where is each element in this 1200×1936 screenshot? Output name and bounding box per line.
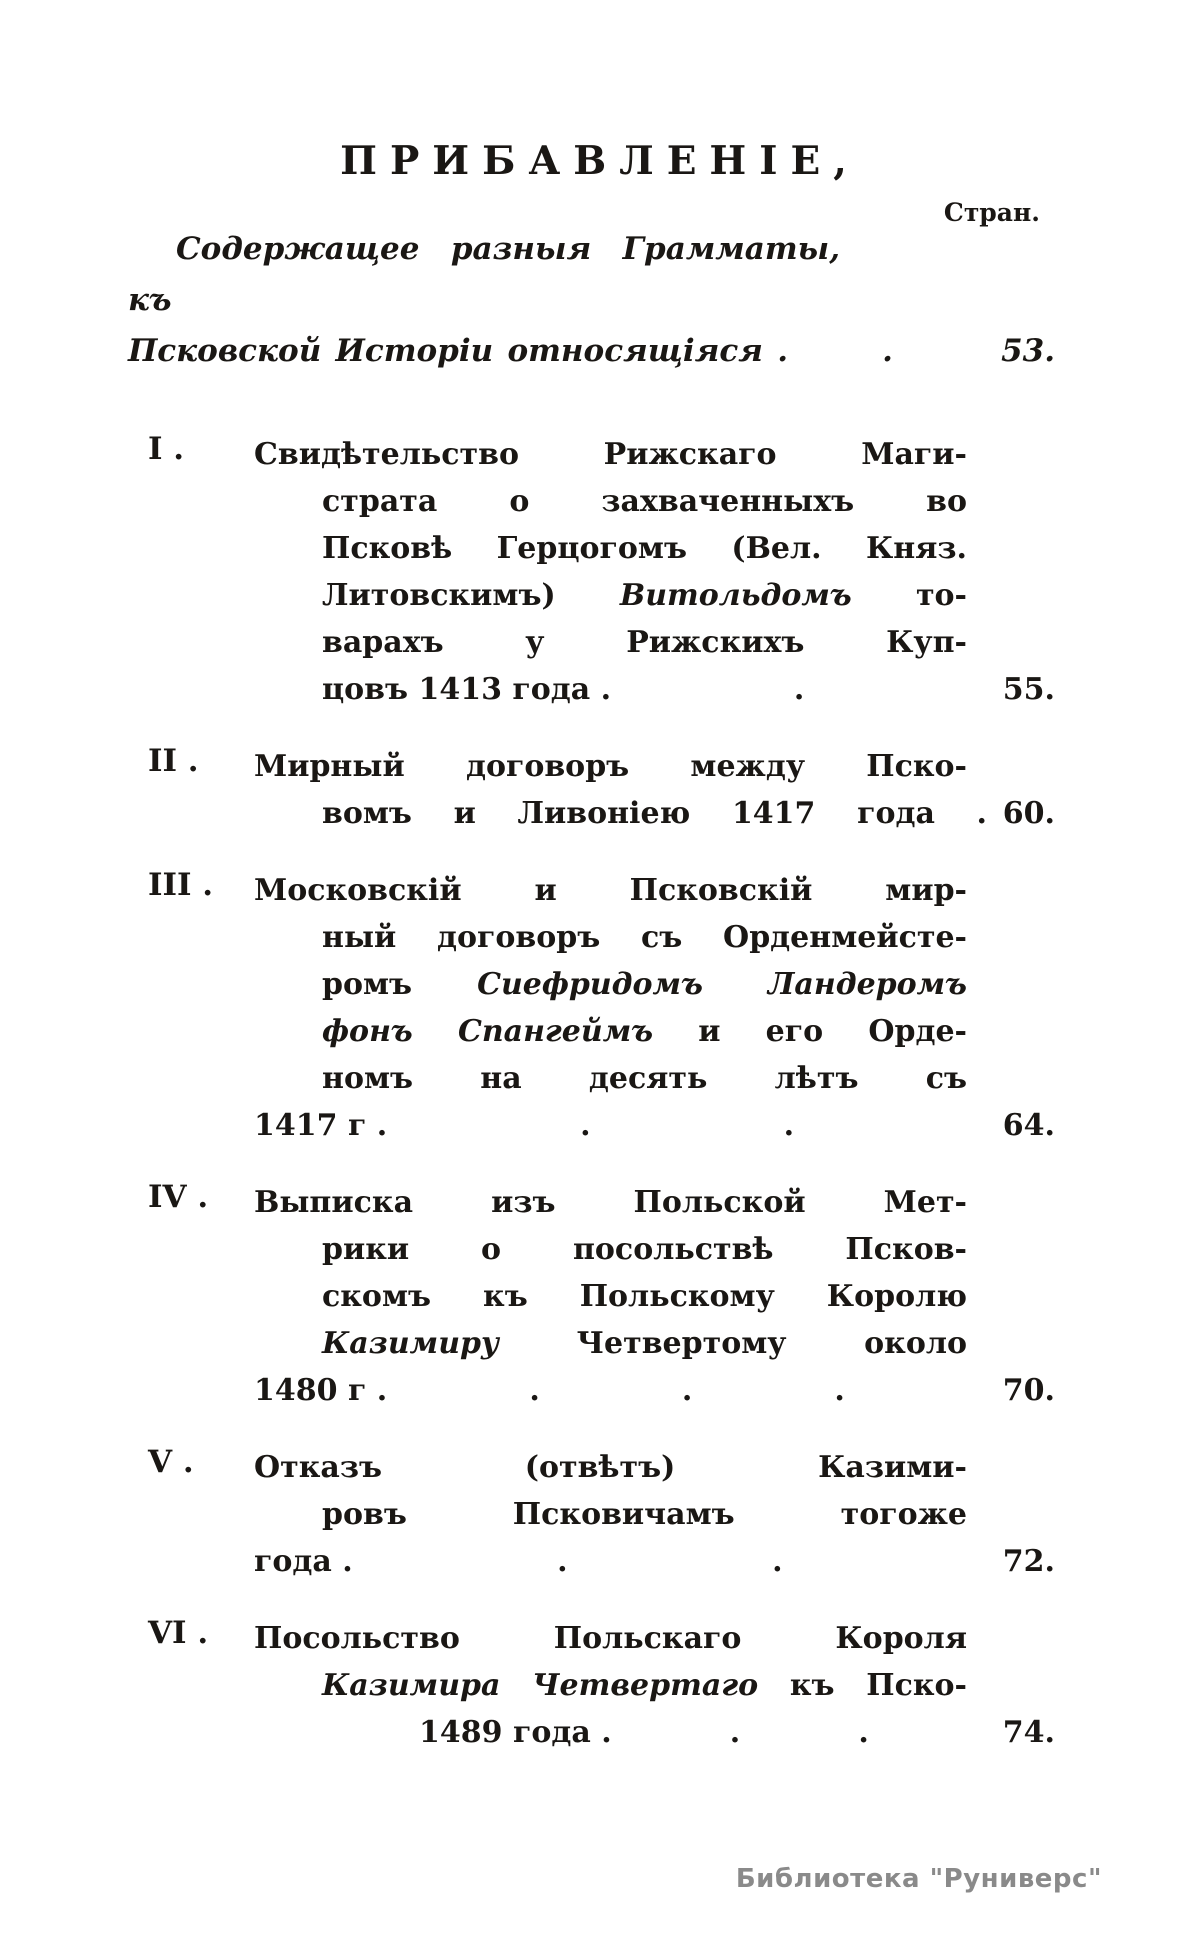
toc-line [254,431,967,478]
entry-body [254,743,1055,837]
text-segment: Свидѣтельство Рижскаго Маги- [254,437,967,472]
toc-entry [128,743,1055,837]
text-segment: Выписка изъ Польской Мет- [254,1185,967,1220]
text-segment: Казимиру [322,1326,499,1361]
leader-dot: . [858,1715,869,1750]
text-segment: варахъ у Рижскихъ Куп- [322,625,967,660]
text-segment: 1480 г . [254,1373,388,1408]
toc-line [254,1538,1055,1585]
toc-line [254,867,967,914]
toc-line [128,326,1055,377]
entry-body [254,1444,1055,1585]
page-number: 55. [1002,672,1055,707]
toc-line [254,1662,967,1709]
toc-line [254,914,967,961]
leader-dot: . [580,1108,591,1143]
leader-dots [612,1709,987,1756]
text-segment: 1489 года . [419,1715,612,1750]
text-segment: къ Пско- [758,1668,967,1703]
leader-dot: . [529,1373,540,1408]
leader-dot: . [793,672,805,707]
text-segment: то- [851,578,967,613]
line-text [254,666,611,713]
text-segment: Казимира Четвертаго [322,1668,759,1703]
text-segment: Литовскимъ) [322,578,620,613]
line-text [254,790,987,837]
toc-entry [128,1444,1055,1585]
text-segment: года . [254,1544,353,1579]
entry-numeral: V . [148,1444,194,1480]
toc-entry [128,431,1055,713]
entry-numeral: III . [148,867,214,903]
page-number: 64. [1002,1108,1055,1143]
toc-line [254,525,967,572]
toc-line [254,572,967,619]
toc-entry [128,867,1055,1149]
entry-numeral: VI . [148,1615,209,1651]
line-text [254,1102,387,1149]
toc-line [254,1444,967,1491]
leader-dots [387,1367,987,1414]
toc-line [254,790,1055,837]
text-segment: и его Орде- [653,1014,967,1049]
toc-line [254,619,967,666]
toc-intro [128,224,1055,377]
entry-body [254,1179,1055,1414]
toc-line [254,1615,967,1662]
text-segment: 1417 г . [254,1108,388,1143]
leader-dot: . [772,1544,783,1579]
text-segment: скомъ къ Польскому Королю [322,1279,967,1314]
toc-line [254,1273,967,1320]
page-title: ПРИБАВЛЕНІЕ, [340,138,860,184]
text-segment: страта о захваченныхъ во [322,484,967,519]
leader-dot: . [783,1108,795,1143]
entry-numeral: II . [148,743,199,779]
leader-dot: . [882,333,893,369]
entry-numeral: I . [148,431,185,467]
page-number: 70. [1002,1373,1055,1408]
leader-dot: . [681,1373,693,1408]
toc-line [254,743,967,790]
text-segment: Сиефридомъ Ландеромъ [477,967,967,1002]
text-segment: Псковѣ Герцогомъ (Вел. Княз. [322,531,967,566]
toc-line [254,1055,967,1102]
toc-content [128,224,1055,1786]
page-column-header: Стран. [943,198,1040,227]
text-segment: Московскій и Псковскій мир- [254,873,967,908]
toc-entry [128,1615,1055,1756]
toc-entries [128,431,1055,1756]
toc-line [254,666,1055,713]
text-segment: Отказъ (отвѣтъ) Казими- [254,1450,967,1485]
text-segment: ромъ [322,967,478,1002]
leader-dot: . [834,1373,845,1408]
text-segment: номъ на десять лѣтъ съ [322,1061,967,1096]
line-text: Псковской Исторіи относящіяся . [128,333,788,369]
page-number: 60. [1002,796,1055,831]
text-segment: ровъ Псковичамъ тогоже [322,1497,967,1532]
line-text [254,1367,387,1414]
toc-line [254,478,967,525]
text-segment: Четвертому около [498,1326,967,1361]
entry-numeral: IV . [148,1179,209,1215]
text-segment: Витольдомъ [619,578,852,613]
toc-line [254,1367,1055,1414]
leader-dots [788,326,987,377]
entry-body [254,1615,1055,1756]
toc-line [254,1491,967,1538]
toc-line [254,1008,967,1055]
toc-line [254,961,967,1008]
leader-dot: . [557,1544,568,1579]
toc-line [254,1709,1055,1756]
toc-line [254,1226,967,1273]
line-text [254,1538,353,1585]
text-segment: ный договоръ съ Орденмейсте- [322,920,967,955]
page-number: 74. [1002,1715,1055,1750]
leader-dots [387,1102,987,1149]
leader-dots [353,1538,987,1585]
toc-line: Содержащее разныя Грамматы, къ [128,231,840,318]
entry-body [254,431,1055,713]
toc-line [254,1102,1055,1149]
leader-dot: . [729,1715,741,1750]
line-text [254,1709,612,1756]
page-number: 53. [1001,333,1055,369]
toc-line [254,1320,967,1367]
text-segment: вомъ и Ливоніею 1417 года . [322,796,987,831]
toc-line [254,1179,967,1226]
text-segment: цовъ 1413 года . [322,672,612,707]
text-segment: Посольство Польскаго Короля [254,1621,967,1656]
toc-entry [128,1179,1055,1414]
entry-body [254,867,1055,1149]
library-watermark: Библиотека "Руниверс" [735,1864,1102,1894]
leader-dots [611,666,987,713]
text-segment: фонъ Спангеймъ [322,1014,654,1049]
text-segment: рики о посольствѣ Псков- [322,1232,967,1267]
page-number: 72. [1002,1544,1055,1579]
text-segment: Мирный договоръ между Пско- [254,749,967,784]
